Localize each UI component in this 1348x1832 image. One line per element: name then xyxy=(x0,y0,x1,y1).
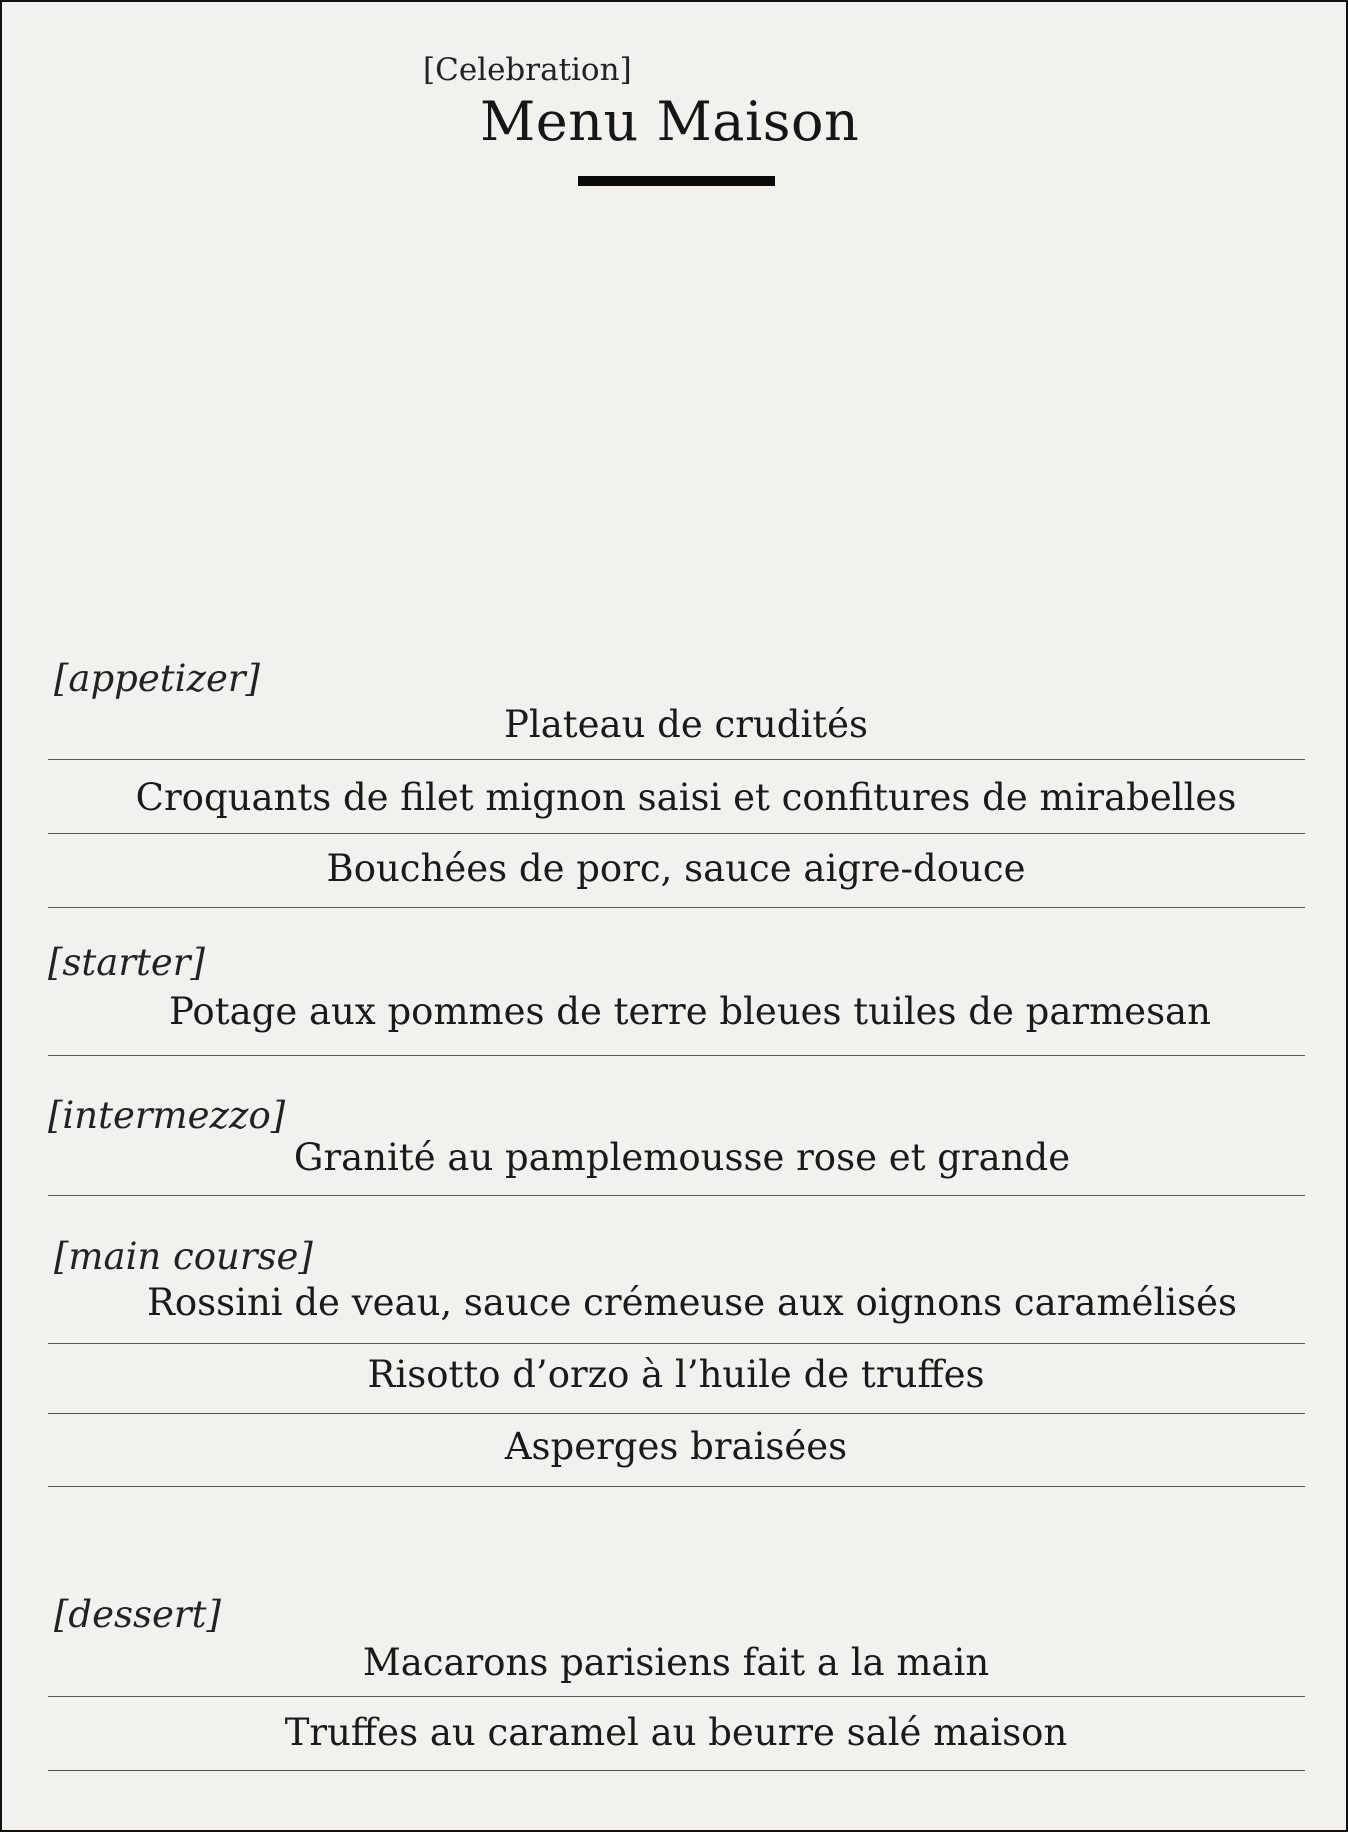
divider xyxy=(48,1343,1305,1344)
menu-item: Truffes au caramel au beurre salé maison xyxy=(284,1711,1068,1754)
menu-item: Risotto d’orzo à l’huile de truffes xyxy=(367,1353,985,1396)
divider xyxy=(48,1195,1305,1196)
menu-item: Macarons parisiens fait a la main xyxy=(362,1641,990,1684)
divider xyxy=(48,1055,1305,1056)
divider xyxy=(48,1696,1305,1697)
menu-item: Asperges braisées xyxy=(504,1425,848,1468)
section-label-main-course: [main course] xyxy=(54,1235,313,1278)
title-underline xyxy=(578,176,775,186)
menu-item: Rossini de veau, sauce crémeuse aux oignons caramélisés xyxy=(147,1281,1237,1324)
menu-item: Plateau de crudités xyxy=(503,703,869,746)
menu-item: Potage aux pommes de terre bleues tuiles de parmesan xyxy=(169,990,1211,1033)
menu-item: Bouchées de porc, sauce aigre-douce xyxy=(326,847,1026,890)
menu-title: Menu Maison xyxy=(480,90,860,153)
section-label-starter: [starter] xyxy=(48,941,205,984)
divider xyxy=(48,907,1305,908)
divider xyxy=(48,759,1305,760)
section-label-dessert: [dessert] xyxy=(54,1593,221,1636)
divider xyxy=(48,1413,1305,1414)
divider xyxy=(48,833,1305,834)
menu-item: Croquants de filet mignon saisi et confitures de mirabelles xyxy=(135,776,1237,819)
menu-eyebrow: [Celebration] xyxy=(423,52,632,88)
menu-item: Granité au pamplemousse rose et grande xyxy=(293,1136,1071,1179)
section-label-intermezzo: [intermezzo] xyxy=(48,1094,286,1137)
section-label-appetizer: [appetizer] xyxy=(54,657,260,700)
divider xyxy=(48,1770,1305,1771)
divider xyxy=(48,1486,1305,1487)
